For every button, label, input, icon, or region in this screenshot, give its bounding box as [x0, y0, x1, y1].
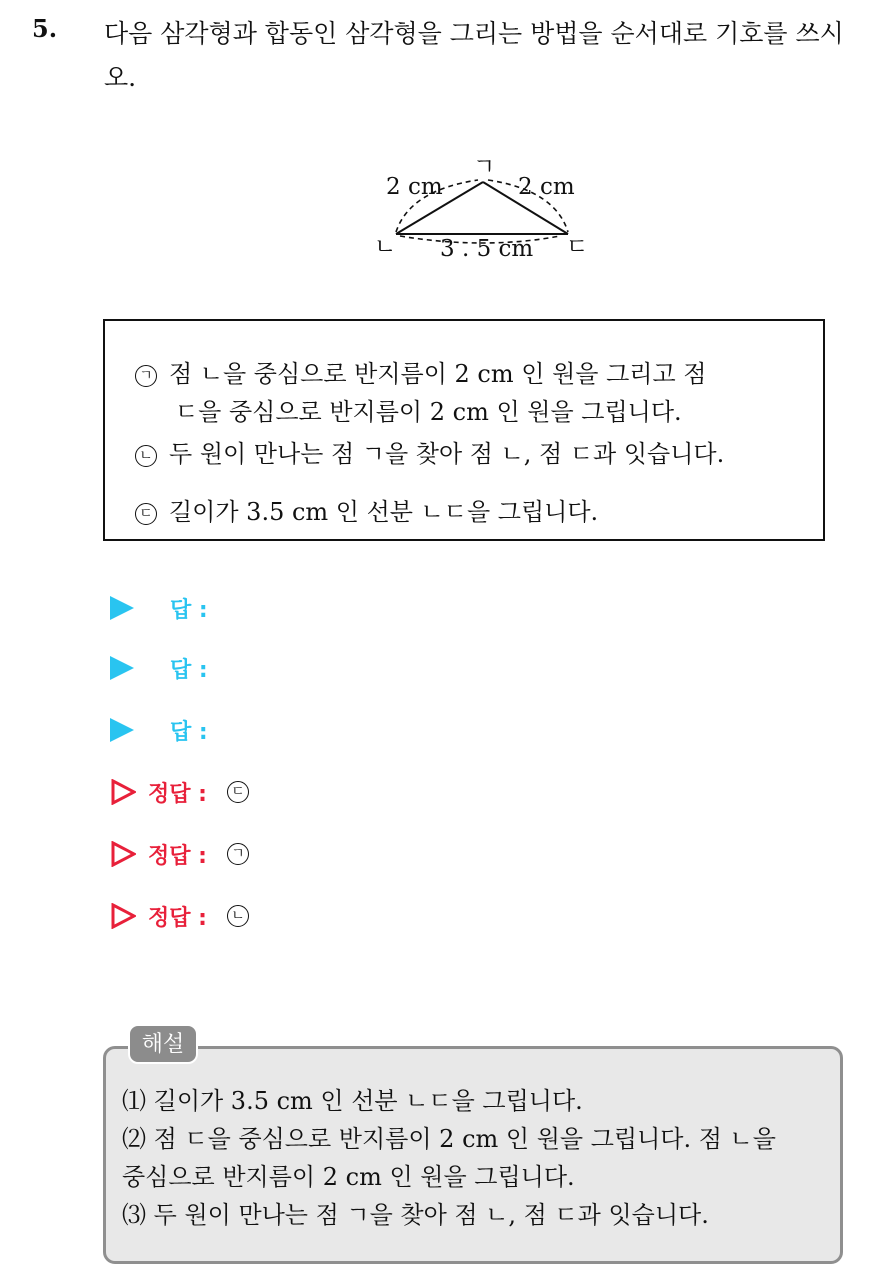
play-outline-icon	[110, 903, 136, 929]
play-outline-icon	[110, 779, 136, 805]
step-c	[135, 493, 598, 531]
side-right-label: 2 cm	[518, 174, 575, 200]
step-mark: ㄴ	[135, 445, 157, 467]
step-mark: ㄱ	[135, 365, 157, 387]
vertex-top-label: ㄱ	[473, 154, 496, 180]
steps-box	[103, 319, 825, 541]
triangle-svg	[370, 150, 600, 270]
vertex-right-label: ㄷ	[566, 234, 589, 260]
step-text: 점 ㄴ을 중심으로 반지름이 2 cm 인 원을 그리고 점	[169, 360, 707, 388]
solution-line: ⑵ 점 ㄷ을 중심으로 반지름이 2 cm 인 원을 그립니다. 점 ㄴ을	[122, 1125, 776, 1153]
answer-label: 답 :	[170, 597, 208, 623]
correct-answer-row	[110, 834, 249, 874]
correct-answer-mark: ㄷ	[227, 781, 249, 803]
question-number: 5.	[32, 14, 58, 43]
correct-answer-row	[110, 772, 249, 812]
step-text: 두 원이 만나는 점 ㄱ을 찾아 점 ㄴ, 점 ㄷ과 잇습니다.	[169, 440, 725, 468]
side-left-label: 2 cm	[386, 174, 443, 200]
solution-line: ⑶ 두 원이 만나는 점 ㄱ을 찾아 점 ㄴ, 점 ㄷ과 잇습니다.	[122, 1201, 709, 1229]
correct-answer-mark: ㄱ	[227, 843, 249, 865]
play-icon	[110, 718, 134, 742]
play-outline-icon	[110, 841, 136, 867]
triangle-figure	[370, 150, 600, 270]
answer-label: 답 :	[170, 719, 208, 745]
solution-line: ⑴ 길이가 3.5 cm 인 선분 ㄴㄷ을 그립니다.	[122, 1087, 583, 1115]
step-text-continued: ㄷ을 중심으로 반지름이 2 cm 인 원을 그립니다.	[175, 398, 682, 426]
correct-answer-label: 정답 :	[148, 781, 207, 807]
answer-row	[110, 710, 208, 750]
solution-tag: 해설	[128, 1024, 198, 1064]
answer-row	[110, 648, 208, 688]
answer-label: 답 :	[170, 657, 208, 683]
answer-row	[110, 588, 208, 628]
play-icon	[110, 596, 134, 620]
correct-answer-label: 정답 :	[148, 905, 207, 931]
correct-answer-mark: ㄴ	[227, 905, 249, 927]
step-b	[135, 435, 724, 473]
step-text: 길이가 3.5 cm 인 선분 ㄴㄷ을 그립니다.	[169, 498, 599, 526]
side-bottom-label: 3 . 5 cm	[440, 236, 534, 262]
correct-answer-row	[110, 896, 249, 936]
correct-answer-label: 정답 :	[148, 843, 207, 869]
solution-line: 중심으로 반지름이 2 cm 인 원을 그립니다.	[122, 1163, 575, 1191]
vertex-left-label: ㄴ	[374, 234, 397, 260]
question-text: 다음 삼각형과 합동인 삼각형을 그리는 방법을 순서대로 기호를 쓰시오.	[104, 19, 844, 92]
step-a	[135, 355, 706, 431]
step-mark: ㄷ	[135, 503, 157, 525]
play-icon	[110, 656, 134, 680]
